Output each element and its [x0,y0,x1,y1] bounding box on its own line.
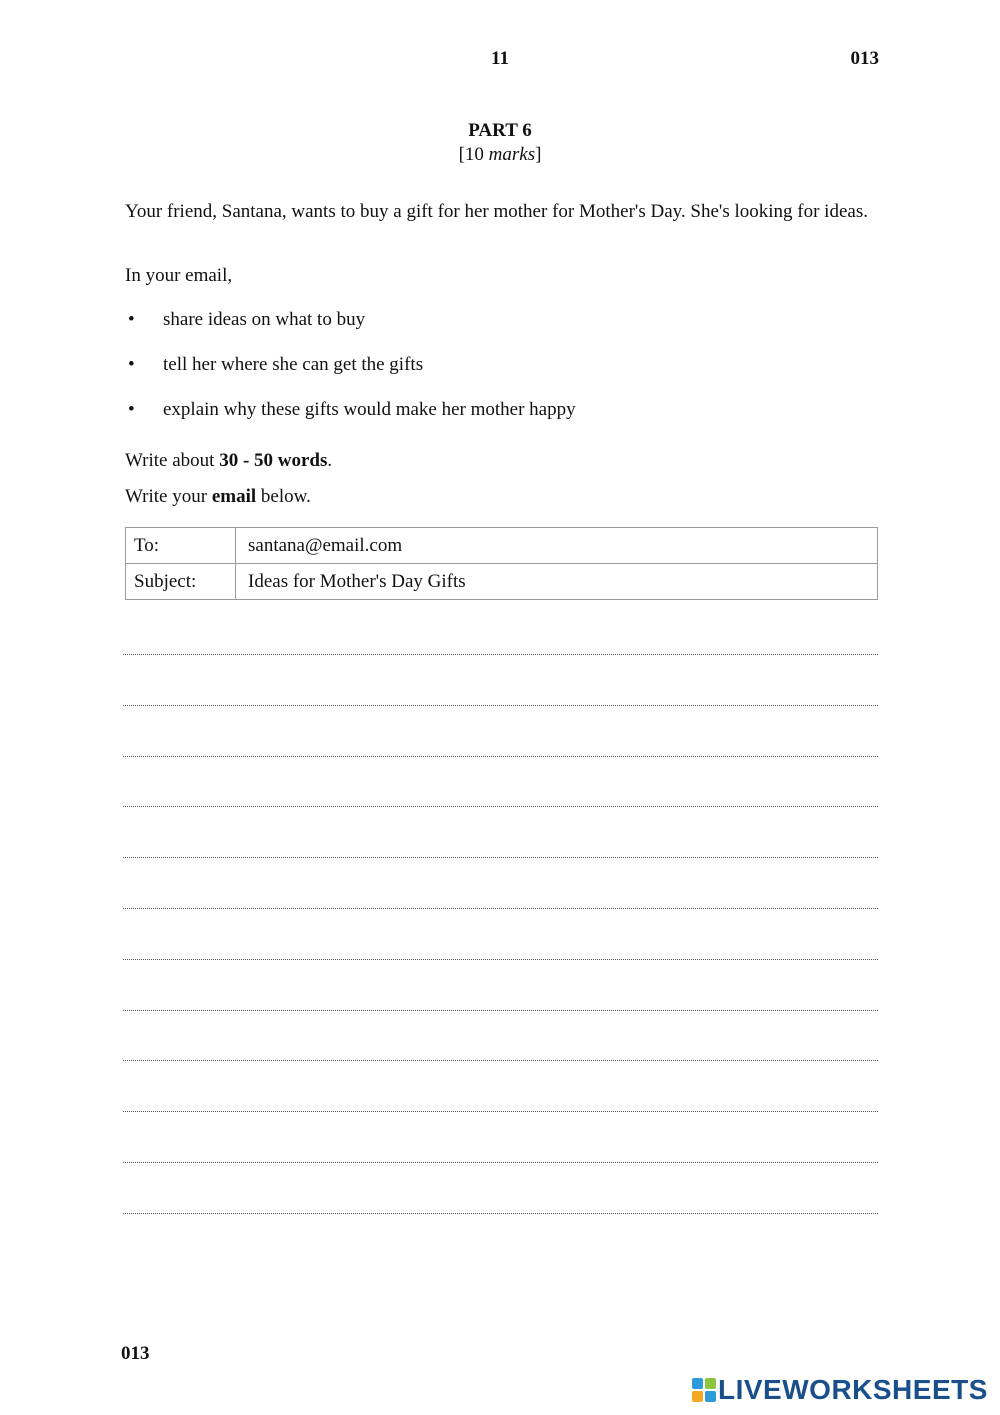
bullet-item: explain why these gifts would make her mother happy [163,399,576,420]
paper-code-top: 013 [850,48,879,69]
writing-line[interactable] [123,654,878,655]
writing-line[interactable] [123,1060,878,1061]
to-label: To: [126,528,236,564]
subject-label: Subject: [126,564,236,600]
word-count-prefix: Write about [125,450,220,471]
word-count-instruction [125,450,332,472]
writing-line[interactable] [123,857,878,858]
writing-line[interactable] [123,1010,878,1011]
logo-squares-icon [692,1378,716,1402]
subject-value: Ideas for Mother's Day Gifts [236,564,878,600]
writing-line[interactable] [123,1162,878,1163]
in-email-label: In your email, [125,265,233,286]
bullet-icon: • [128,309,135,330]
email-header-table [125,527,878,600]
marks-open: [10 [458,144,489,165]
task-intro: Your friend, Santana, wants to buy a gift for her mother for Mother's Day. She's looking for ideas. [125,201,868,222]
write-prefix: Write your [125,486,212,507]
bullet-icon: • [128,399,135,420]
to-value: santana@email.com [236,528,878,564]
writing-line[interactable] [123,908,878,909]
email-subject-row [126,564,878,600]
write-suffix: below. [256,486,311,507]
part-title: PART 6 [468,120,532,141]
liveworksheets-logo [692,1374,988,1406]
writing-line[interactable] [123,705,878,706]
writing-line[interactable] [123,756,878,757]
marks-close: ] [535,144,542,165]
write-bold: email [211,486,257,507]
page-number: 11 [491,48,509,69]
bullet-item: tell her where she can get the gifts [163,354,424,375]
write-email-instruction [125,486,311,508]
writing-line[interactable] [123,1111,878,1112]
email-to-row [126,528,878,564]
marks-word: marks [488,144,536,165]
marks-label [0,144,1000,166]
word-count-bold: 30 - 50 words [219,450,328,471]
paper-code-bottom: 013 [121,1343,150,1364]
writing-line[interactable] [123,806,878,807]
bullet-item: share ideas on what to buy [163,309,366,330]
writing-line[interactable] [123,1213,878,1214]
bullet-icon: • [128,354,135,375]
writing-line[interactable] [123,959,878,960]
brand-name: LIVEWORKSHEETS [718,1374,988,1405]
word-count-suffix: . [327,450,333,471]
